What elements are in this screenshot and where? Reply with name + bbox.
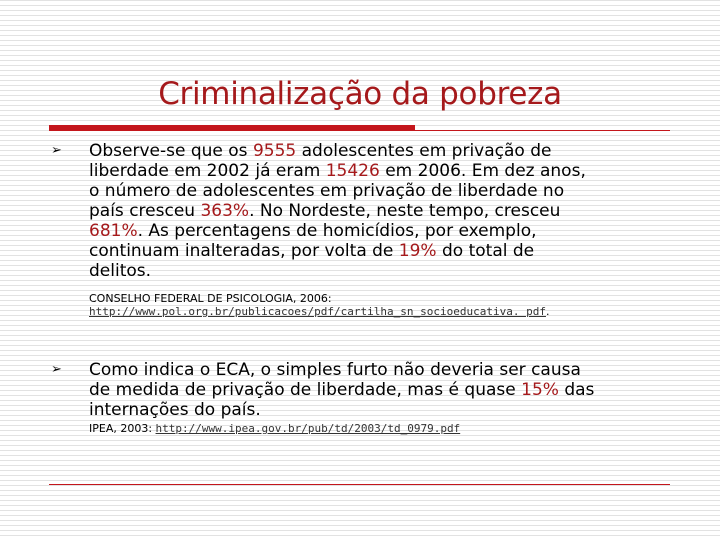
bullet-line [89, 221, 669, 241]
highlight-value: 9555 [252, 141, 297, 161]
text-segment: . As percentagens de homicídios, por exemplo, [137, 221, 537, 241]
highlight-value: 681% [89, 221, 138, 241]
text-segment: continuam inalteradas, por volta de [89, 241, 399, 261]
arrow-bullet-icon: ➢ [51, 143, 62, 158]
title-underline-rule [49, 130, 670, 131]
text-segment: país cresceu [89, 201, 201, 221]
text-segment: Observe-se que os [89, 141, 253, 161]
text-segment: internações do país. [89, 400, 261, 420]
bullet-2-text [89, 360, 669, 420]
bullet-1-source [89, 292, 549, 318]
bullet-2-source [89, 422, 460, 435]
bullet-line [89, 380, 669, 400]
bullet-line [89, 161, 669, 181]
bullet-line [89, 400, 669, 420]
bullet-2-source-link[interactable]: http://www.ipea.gov.br/pub/td/2003/td_0979.pdf [155, 422, 461, 435]
text-segment: Como indica o ECA, o simples furto não deveria ser causa [89, 360, 581, 380]
bullet-line [89, 241, 669, 261]
bullet-1-source-link[interactable]: http://www.pol.org.br/publicacoes/pdf/cartilha_sn_socioeducativa. pdf [89, 305, 546, 318]
text-segment: o número de adolescentes em privação de liberdade no [89, 181, 565, 201]
text-segment: de medida de privação de liberdade, mas é quase [89, 380, 522, 400]
arrow-bullet-icon: ➢ [51, 362, 62, 377]
slide-title: Criminalização da pobreza [158, 76, 562, 112]
text-segment: liberdade em 2002 já eram [89, 161, 326, 181]
text-segment: delitos. [89, 261, 152, 281]
bottom-rule [49, 484, 670, 485]
text-segment: . No Nordeste, neste tempo, cresceu [249, 201, 561, 221]
bullet-1-source-suffix: . [545, 305, 550, 318]
text-segment: em 2006. Em dez anos, [379, 161, 586, 181]
bullet-line [89, 201, 669, 221]
highlight-value: 363% [200, 201, 250, 221]
bullet-line [89, 261, 669, 281]
bullet-line [89, 181, 669, 201]
bullet-1-text [89, 141, 669, 281]
text-segment: do total de [436, 241, 535, 261]
bullet-1-source-label: CONSELHO FEDERAL DE PSICOLOGIA, 2006: [89, 292, 332, 305]
bullet-line [89, 360, 669, 380]
text-segment: adolescentes em privação de [296, 141, 552, 161]
highlight-value: 19% [398, 241, 437, 261]
highlight-value: 15% [521, 380, 559, 400]
highlight-value: 15426 [325, 161, 380, 181]
bullet-line [89, 141, 669, 161]
text-segment: das [558, 380, 595, 400]
bullet-2-source-label: IPEA, 2003: [89, 422, 156, 435]
